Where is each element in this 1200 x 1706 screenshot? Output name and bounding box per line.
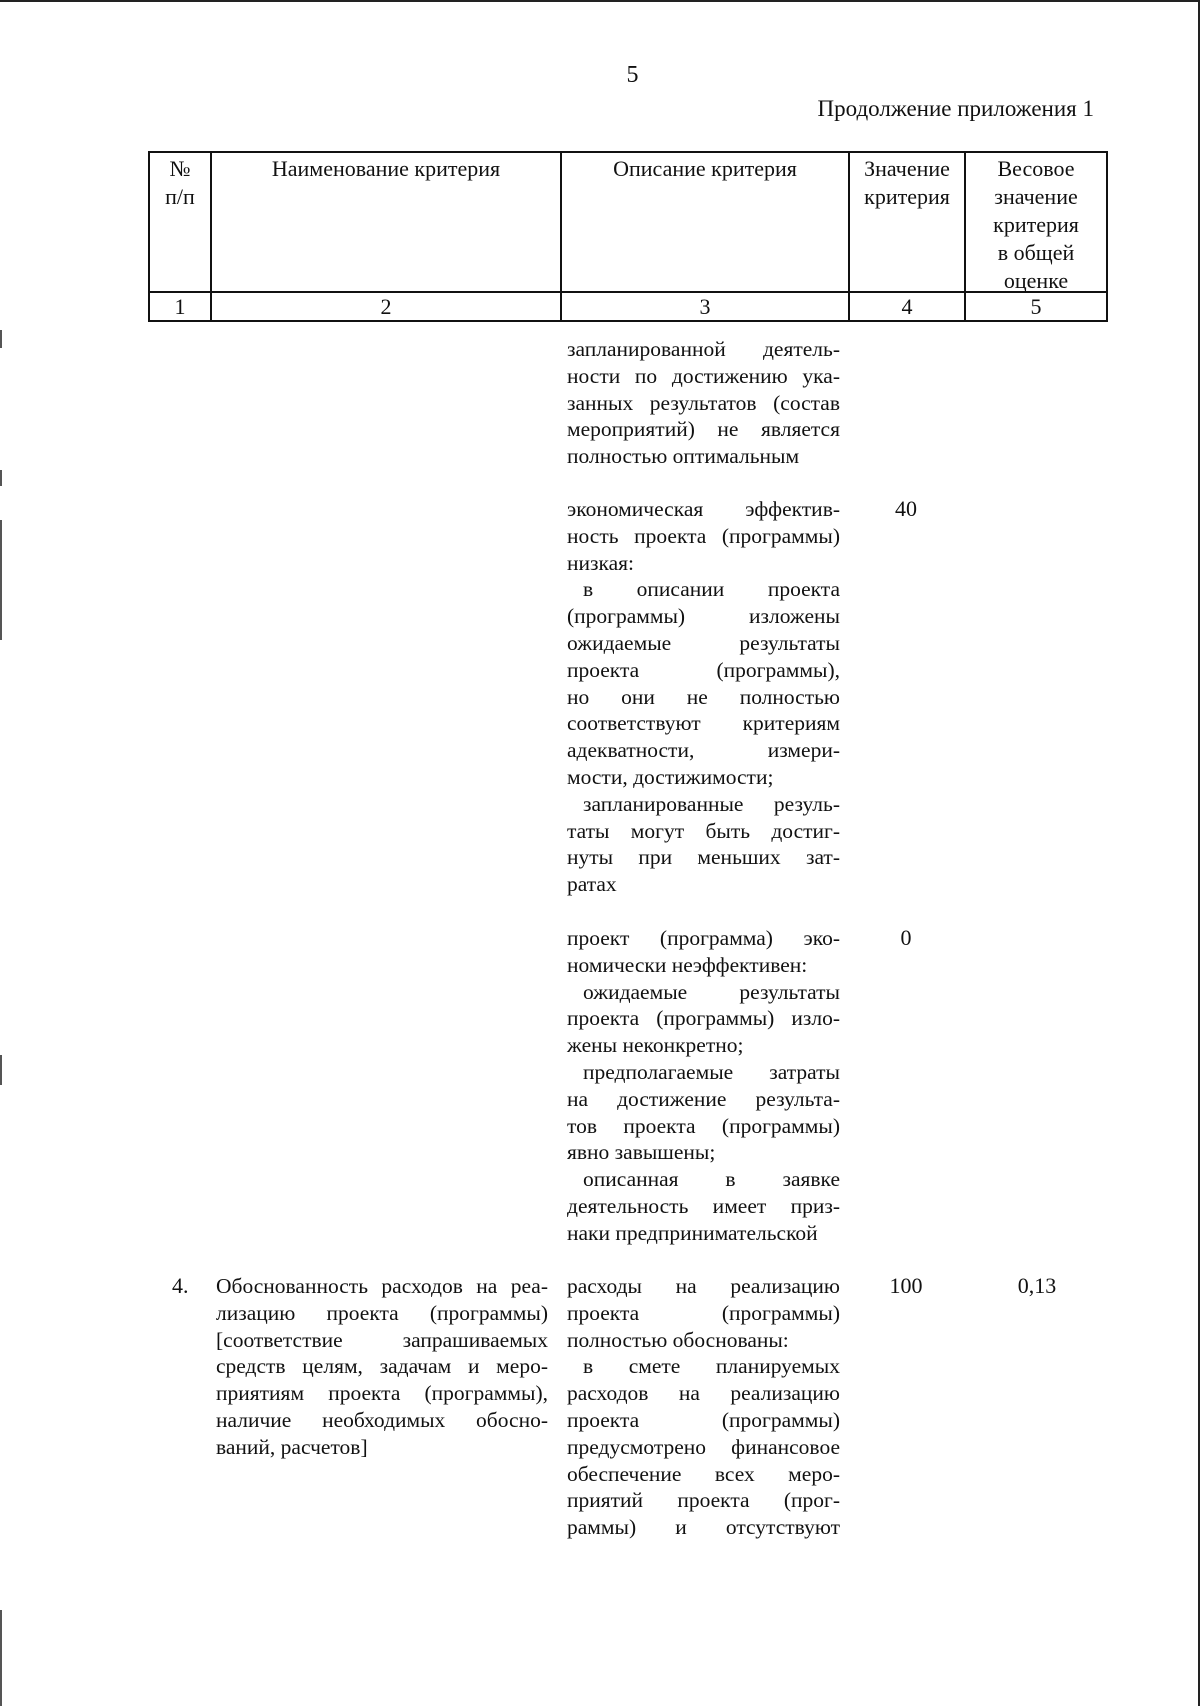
description-line: проекта (программы),	[567, 657, 840, 682]
description-line: тов проекта (программы)	[567, 1113, 840, 1138]
header-line: в общей	[997, 240, 1075, 265]
criterion-description	[567, 336, 840, 470]
description-line: мероприятий) не является	[567, 417, 840, 442]
column-number: 5	[1030, 294, 1042, 319]
header-weight	[966, 155, 1106, 295]
scan-mark	[0, 330, 2, 348]
description-line: описанная в заявке	[583, 1167, 840, 1192]
scan-mark	[0, 1610, 2, 1706]
description-line: обеспечение всех меро-	[567, 1461, 840, 1486]
description-line: низкая:	[567, 550, 635, 575]
criterion-name-line: [соответствие запрашиваемых	[216, 1327, 548, 1352]
description-line: деятельность имеет приз-	[567, 1193, 840, 1218]
description-line: экономическая эффектив-	[567, 497, 840, 521]
header-no	[150, 155, 210, 211]
description-line: предполагаемые затраты	[583, 1059, 840, 1084]
description-line: раммы) и отсутствуют	[567, 1515, 840, 1540]
header-line: критерия	[993, 212, 1079, 237]
criterion-name-line: Обоснованность расходов на реа-	[216, 1274, 548, 1298]
criterion-name	[216, 1273, 548, 1461]
criterion-number: 4.	[172, 1273, 189, 1298]
description-line: приятий проекта (прог-	[567, 1488, 840, 1513]
scan-mark	[0, 1055, 2, 1085]
description-line: нуты при меньших зат-	[567, 845, 840, 870]
header-value	[850, 155, 964, 211]
description-line: (программы) изложены	[567, 604, 840, 629]
description-line: явно завышены;	[567, 1140, 716, 1165]
scan-mark	[0, 520, 2, 640]
description-line: в описании проекта	[583, 577, 840, 602]
description-line: таты могут быть достиг-	[567, 818, 840, 843]
description-line: расходов на реализацию	[567, 1381, 840, 1406]
header-desc	[562, 155, 848, 183]
description-line: ожидаемые результаты	[567, 630, 840, 655]
description-line: наки предпринимательской	[567, 1220, 818, 1245]
description-line: предусмотрено финансовое	[567, 1434, 840, 1459]
table-rule	[1106, 151, 1108, 322]
criterion-name-line: лизацию проекта (программы)	[216, 1300, 548, 1325]
scan-border-top	[0, 0, 1200, 2]
criterion-value: 40	[895, 496, 917, 521]
column-number: 1	[174, 294, 186, 319]
header-line: Весовое	[997, 156, 1075, 181]
description-line: номически неэффективен:	[567, 952, 808, 977]
header-name	[212, 155, 560, 183]
header-line: оценке	[1003, 268, 1069, 293]
description-line: адекватности, измери-	[567, 738, 840, 763]
criterion-name-line: наличие необходимых обосно-	[216, 1407, 548, 1432]
continuation-label: Продолжение приложения 1	[817, 96, 1094, 121]
column-number: 3	[699, 294, 711, 319]
description-line: проекта (программы) изло-	[567, 1006, 840, 1031]
header-line: Значение	[864, 156, 950, 181]
criterion-description	[567, 496, 840, 898]
criterion-name-line: ваний, расчетов]	[216, 1434, 368, 1459]
description-line: проекта (программы)	[567, 1300, 840, 1325]
description-line: но они не полностью	[567, 684, 840, 709]
description-line: соответствуют критериям	[567, 711, 840, 736]
description-line: ность проекта (программы)	[567, 523, 840, 548]
criterion-name-line: приятиям проекта (программы),	[216, 1381, 548, 1406]
description-line: проект (программа) эко-	[567, 926, 840, 950]
description-line: в смете планируемых	[583, 1354, 840, 1379]
description-line: занных результатов (состав	[567, 390, 840, 415]
description-line: жены неконкретно;	[567, 1033, 744, 1058]
criterion-weight: 0,13	[1017, 1273, 1057, 1298]
header-line: Наименование критерия	[271, 156, 501, 181]
description-line: запланированные резуль-	[583, 791, 840, 816]
description-line: ности по достижению ука-	[567, 363, 840, 388]
column-number: 4	[901, 294, 913, 319]
header-line: значение	[994, 184, 1078, 209]
criterion-value: 0	[900, 925, 912, 950]
scan-mark	[0, 470, 2, 486]
criterion-description	[567, 925, 840, 1247]
description-line: ратах	[567, 872, 617, 897]
description-line: расходы на реализацию	[567, 1274, 840, 1298]
page-number: 5	[626, 62, 639, 88]
header-line: критерия	[864, 184, 950, 209]
header-line: Описание критерия	[613, 156, 797, 181]
header-line: п/п	[165, 184, 195, 209]
description-line: мости, достижимости;	[567, 764, 774, 789]
criterion-name-line: средств целям, задачам и меро-	[216, 1354, 548, 1379]
criterion-value: 100	[889, 1273, 923, 1298]
column-number: 2	[380, 294, 392, 319]
description-line: полностью обоснованы:	[567, 1327, 789, 1352]
header-line: №	[169, 156, 191, 181]
description-line: ожидаемые результаты	[583, 979, 840, 1004]
description-line: полностью оптимальным	[567, 444, 800, 469]
description-line: запланированной деятель-	[567, 337, 840, 361]
description-line: на достижение результа-	[567, 1086, 840, 1111]
description-line: проекта (программы)	[567, 1407, 840, 1432]
criterion-description	[567, 1273, 840, 1541]
table-header	[148, 151, 1108, 322]
